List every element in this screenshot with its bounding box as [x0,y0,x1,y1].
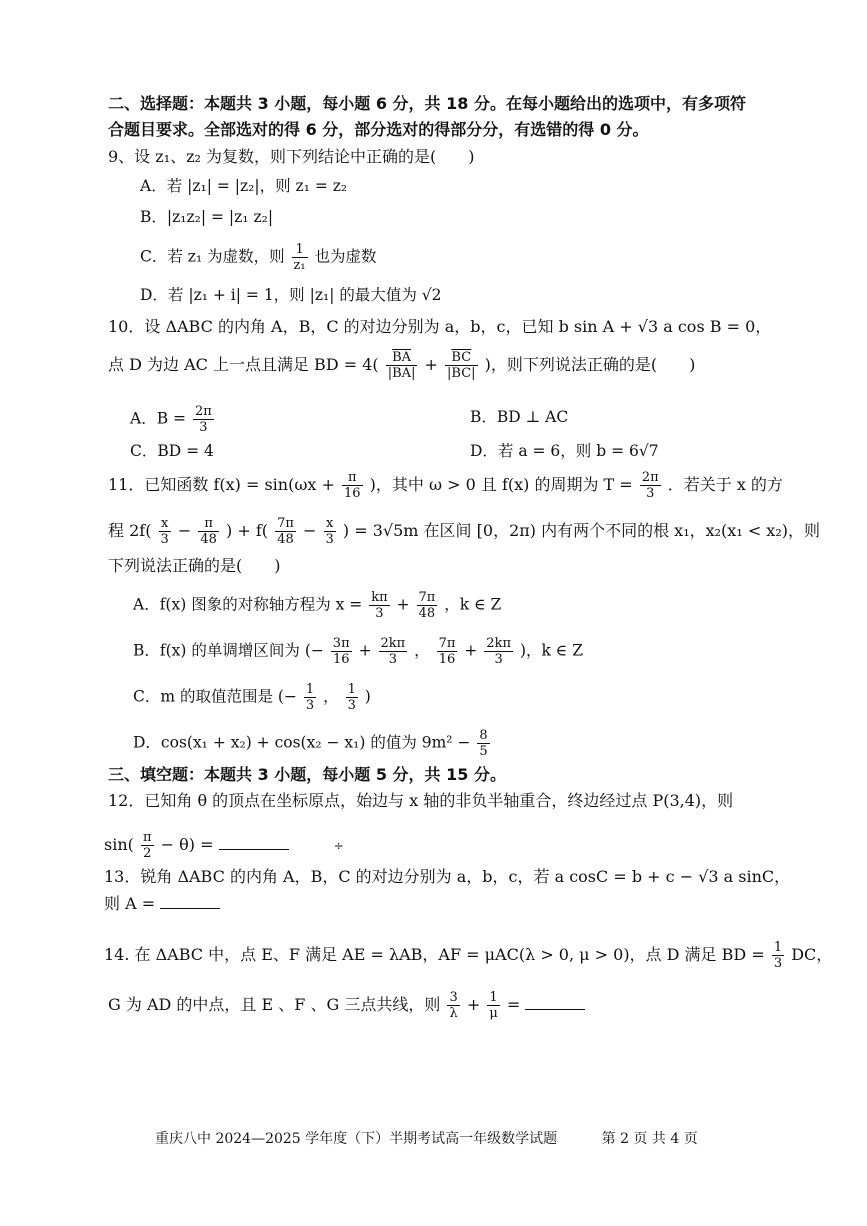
q11-b-f2-den: 3 [388,652,397,667]
q11-option-c [133,682,371,713]
q11-l2-f4-den: 3 [325,532,334,547]
q11-b-comma: ， [414,641,430,660]
q11-b-f3-num: 7π [438,636,456,651]
q10-line2-post: )，则下列说法正确的是( ) [484,355,696,374]
q11-b-frac4 [484,636,513,667]
q10-option-b: B．BD ⊥ AC [470,408,569,426]
q11-b-frac3 [437,636,458,667]
q14-l2-f1-num: 3 [449,990,458,1005]
q11-a-f1-num: kπ [371,590,388,605]
q12-l2-post: − θ) = [160,835,214,854]
q10-f2-den: |BC| [447,366,476,381]
q14-line1 [104,940,832,971]
q11-c-f1-num: 1 [305,682,315,697]
q14-l1-fraction [772,940,784,971]
q11-c-f1-den: 3 [305,698,315,713]
footer-school: 重庆八中 2024—2025 学年度（下）半期考试高一年级数学试题 [155,1131,558,1147]
q10-f1-num: $\overline{BA}$ [386,350,418,366]
q10-f2-num: $\overline{BC}$ [445,350,478,366]
q11-c-post: ) [364,687,371,706]
q11-a-f2-den: 48 [418,606,436,621]
q11-b-pre: B．f(x) 的单调增区间为 (− [133,641,324,660]
q14-l2-frac1 [447,990,459,1021]
q11-l1-post: ．若关于 x 的方 [667,475,783,494]
q9-c-fraction [292,242,308,273]
q11-d-den: 5 [479,744,488,759]
section2-heading-line2: 合题目要求。全部选对的得 6 分，部分选对的得部分分，有选错的得 0 分。 [108,120,649,139]
q14-l2-post: = [506,995,521,1014]
section3-heading: 三、填空题：本题共 3 小题，每小题 5 分，共 15 分。 [108,765,506,784]
q11-l1-f2-den: 3 [646,486,655,501]
q11-l2-pre: 程 2f( [108,521,152,540]
q13-line2-text: 则 A = [104,894,156,913]
q9-c-pre: C．若 z₁ 为虚数，则 [140,247,285,266]
q11-l2-f3-num: 7π [277,516,294,531]
q14-l2-f2-num: 1 [487,990,499,1006]
q11-d-num: 8 [479,728,488,743]
q9-option-c [140,242,377,273]
q14-l2-pre: G 为 AD 的中点，且 E 、F 、G 三点共线，则 [108,995,441,1014]
q10-plus: + [424,355,438,374]
q14-l1-den: 3 [773,956,783,971]
q12-line2 [104,830,344,861]
q13-line1: 13．锐角 ΔABC 的内角 A，B，C 的对边分别为 a，b，c，若 a cosC = b + c − √3 a sinC， [104,867,791,886]
q11-l2-f3-den: 48 [277,532,294,547]
q14-l2-f2-den: μ [489,1006,498,1021]
q12-num: π [142,830,152,845]
q11-line2 [108,516,820,547]
q11-a-frac1 [369,590,389,621]
q11-option-b [133,636,583,667]
q11-c-f2-den: 3 [347,698,356,713]
q10-option-c: C．BD = 4 [130,442,214,460]
page-footer [155,1128,698,1148]
q11-l1-frac2 [640,470,661,501]
q11-l1-f1-num: π [342,470,363,486]
q14-l2-f1-den: λ [449,1006,458,1021]
q10-a-fraction [193,404,214,435]
q11-b-f1-den: 16 [332,652,350,667]
q10-f1-den: |BA| [387,366,416,381]
q11-c-frac2 [346,682,358,713]
q11-l2-frac3 [275,516,296,547]
q12-den: 2 [143,846,152,861]
q10-a-num: 2π [194,404,212,419]
q11-b-plus1: + [358,641,372,660]
q10-a-den: 3 [199,420,208,435]
q11-b-frac1 [331,636,352,667]
q9-c-num: 1 [292,242,308,258]
q13-answer-blank[interactable] [160,894,220,909]
q11-a-f2-num: 7π [418,590,436,605]
q13-line2 [104,893,220,915]
q11-l2-mid: ) + f( [226,521,269,540]
q11-b-plus2: + [464,641,478,660]
q11-l2-frac4 [324,516,336,547]
q10-line1: 10．设 ΔABC 的内角 A，B，C 的对边分别为 a，b，c，已知 b sin A + √3 a cos B = 0， [108,317,772,336]
q11-l2-frac2 [198,516,219,547]
q11-d-frac [477,728,489,759]
q11-l2-f2-num: π [198,516,219,532]
q14-answer-blank[interactable] [525,995,585,1010]
q11-l1-f1-den: 16 [344,486,361,501]
q11-a-pre: A．f(x) 图象的对称轴方程为 x = [133,595,363,614]
q11-b-f1-num: 3π [332,636,350,651]
q9-stem: 9、设 z₁、z₂ 为复数，则下列结论中正确的是( ) [108,147,475,166]
q9-option-b: B．|z₁z₂| = |z₁ z₂| [140,208,274,226]
q11-l1-mid: )，其中 ω > 0 且 f(x) 的周期为 T = [369,475,633,494]
q11-b-f4-den: 3 [494,652,503,667]
q11-b-f4-num: 2kπ [486,636,511,651]
q11-d-pre: D．cos(x₁ + x₂) + cos(x₂ − x₁) 的值为 9m² − [133,733,471,752]
q11-l2-post: ) = 3√5m 在区间 [0，2π) 内有两个不同的根 x₁，x₂(x₁ < x₂)，则 [342,521,820,540]
q10-option-a [130,404,216,435]
footer-page-number: 第 2 页 共 4 页 [601,1131,698,1147]
q11-a-post: ，k ∈ Z [444,595,502,614]
q10-a-pre: A．B = [130,409,186,428]
q11-l2-minus: − [177,521,192,540]
q11-c-comma: ， [323,687,339,706]
q9-option-a: A．若 |z₁| = |z₂|，则 z₁ = z₂ [140,177,348,195]
q12-stray-mark: ÷ [333,839,344,853]
q11-line1 [108,470,783,501]
q11-l1-frac1 [342,470,363,501]
q11-line3: 下列说法正确的是( ) [108,556,281,575]
q11-a-plus: + [396,595,410,614]
q11-l1-pre: 11．已知函数 f(x) = sin(ωx + [108,475,335,494]
q11-l2-f2-den: 48 [200,532,217,547]
q11-l2-f1-num: x [159,516,171,532]
q11-option-d [133,728,492,759]
q11-option-a [133,590,501,621]
q11-b-frac2 [379,636,408,667]
q10-line2-pre: 点 D 为边 AC 上一点且满足 BD = 4( [108,355,379,374]
q11-c-f2-num: 1 [347,682,356,697]
q9-c-post: 也为虚数 [314,247,377,266]
q11-l2-f1-den: 3 [160,532,169,547]
q11-b-post: )，k ∈ Z [519,641,583,660]
q11-l2-minus2: − [303,521,317,540]
q11-c-pre: C．m 的取值范围是 (− [133,687,297,706]
section2-heading-line1: 二、选择题：本题共 3 小题，每小题 6 分，共 18 分。在每小题给出的选项中，有多项符 [108,94,746,113]
q11-a-f1-den: 3 [375,606,384,621]
q14-l1-num: 1 [773,940,783,955]
q11-l2-frac1 [159,516,171,547]
q12-l2-pre: sin( [104,835,134,854]
q14-l2-plus: + [466,995,481,1014]
q11-l2-f4-num: x [324,516,336,532]
q14-l1-pre: 14. 在 ΔABC 中，点 E、F 满足 AE = λAB，AF = μAC(λ > 0, μ > 0)，点 D 满足 BD = [104,945,765,964]
q10-fraction-bc [445,350,478,381]
q11-l1-f2-num: 2π [641,470,659,485]
q9-option-d: D．若 |z₁ + i| = 1，则 |z₁| 的最大值为 √2 [140,286,442,304]
q10-option-d: D．若 a = 6，则 b = 6√7 [470,442,659,460]
q9-c-den: z₁ [293,258,306,273]
q10-fraction-ba [386,350,418,381]
q14-line2 [108,990,585,1021]
q14-l1-post: DC， [791,945,833,964]
q12-line1: 12．已知角 θ 的顶点在坐标原点，始边与 x 轴的非负半轴重合，终边经过点 P(3,4)，则 [108,791,734,810]
q11-c-frac1 [304,682,316,713]
q10-line2 [108,350,695,381]
q11-b-f2-num: 2kπ [380,636,406,651]
q14-l2-frac2 [487,990,499,1021]
q11-b-f3-den: 16 [438,652,456,667]
q11-a-frac2 [417,590,438,621]
q12-fraction [141,830,154,861]
q12-answer-blank[interactable] [219,835,289,850]
